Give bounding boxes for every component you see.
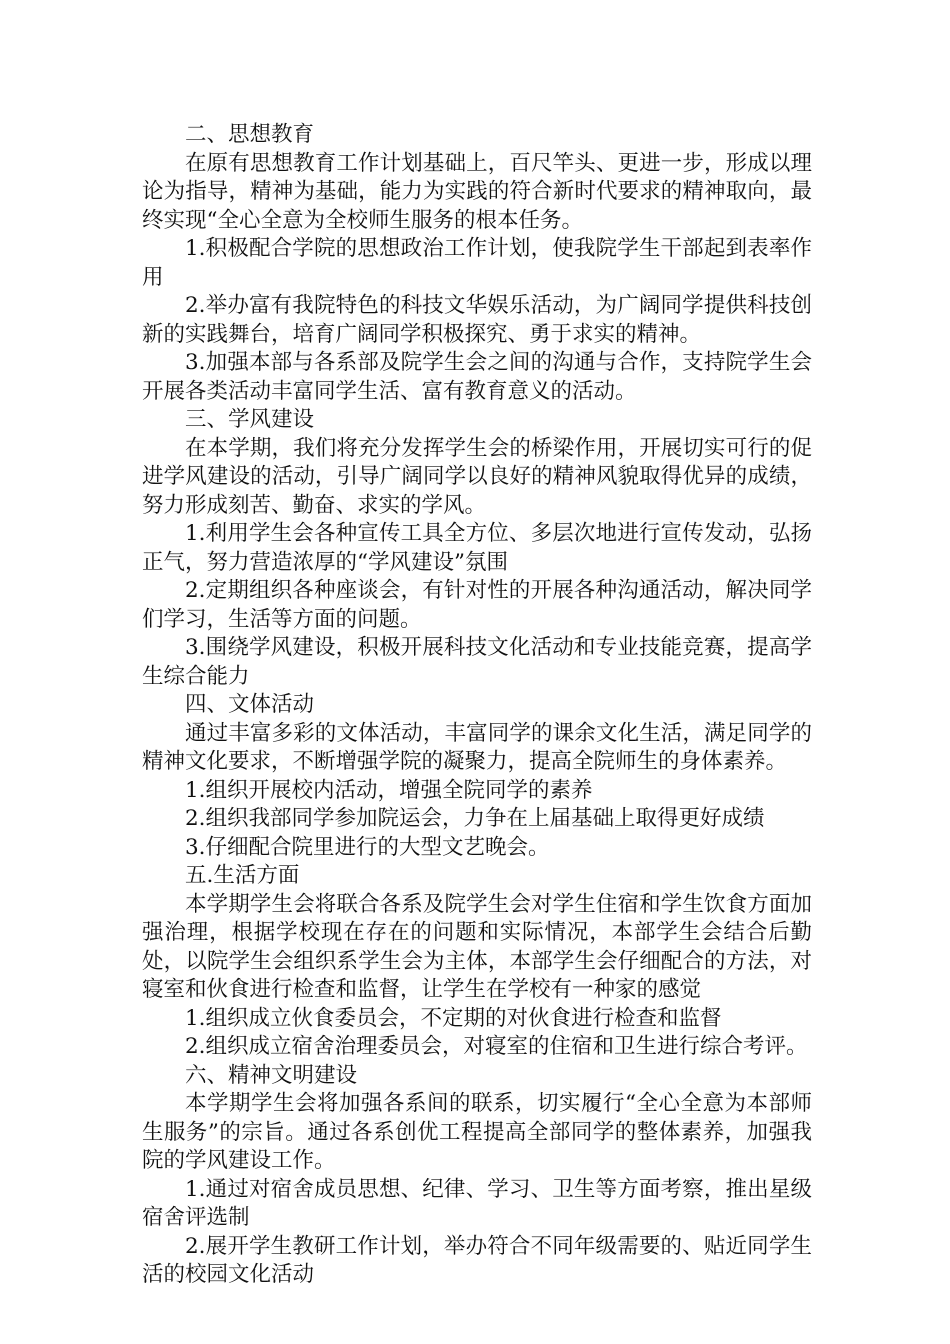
- list-item: 1.积极配合学院的思想政治工作计划，使我院学生干部起到表率作用: [142, 236, 812, 290]
- section-heading-spiritual-civilization: 六、精神文明建设: [185, 1062, 358, 1088]
- list-item: 1.通过对宿舍成员思想、纪律、学习、卫生等方面考察，推出星级宿舍评选制: [142, 1176, 812, 1230]
- section-heading-cultural-sports: 四、文体活动: [185, 692, 315, 717]
- list-item: 1.组织开展校内活动，增强全院同学的素养: [185, 777, 593, 803]
- paragraph: 在原有思想教育工作计划基础上，百尺竿头、更进一步，形成以理论为指导，精神为基础，能力为实践的符合新时代要求的精神取向，最终实现“全心全意为全校师生服务的根本任务。: [142, 150, 812, 233]
- list-item: 2.展开学生教研工作计划，举办符合不同年级需要的、贴近同学生活的校园文化活动: [142, 1233, 812, 1287]
- list-item: 3.加强本部与各系部及院学生会之间的沟通与合作，支持院学生会开展各类活动丰富同学生活、富有教育意义的活动。: [142, 350, 812, 404]
- list-item: 1.利用学生会各种宣传工具全方位、多层次地进行宣传发动，弘扬正气，努力营造浓厚的“学风建设”氛围: [142, 521, 812, 575]
- paragraph: 通过丰富多彩的文体活动，丰富同学的课余文化生活，满足同学的精神文化要求，不断增强学院的凝聚力，提高全院师生的身体素养。: [142, 720, 812, 774]
- list-item: 3.仔细配合院里进行的大型文艺晚会。: [185, 834, 550, 860]
- section-heading-living: 五.生活方面: [185, 863, 300, 888]
- list-item: 2.举办富有我院特色的科技文华娱乐活动，为广阔同学提供科技创新的实践舞台，培育广阔同学积极探究、勇于求实的精神。: [142, 293, 812, 347]
- list-item: 2.定期组织各种座谈会，有针对性的开展各种沟通活动，解决同学们学习，生活等方面的问题。: [142, 578, 812, 632]
- section-heading-study-style: 三、学风建设: [185, 407, 315, 432]
- paragraph: 本学期学生会将联合各系及院学生会对学生住宿和学生饮食方面加强治理，根据学校现在存在的问题和实际情况，本部学生会结合后勤处，以院学生会组织系学生会为主体，本部学生会仔细配合的方法，对寝室和伙食进行检查和监督，让学生在学校有一种家的感觉: [142, 891, 812, 1002]
- list-item: 2.组织成立宿舍治理委员会，对寝室的住宿和卫生进行综合考评。: [185, 1034, 808, 1059]
- list-item: 1.组织成立伙食委员会，不定期的对伙食进行检查和监督: [185, 1005, 722, 1031]
- list-item: 2.组织我部同学参加院运会，力争在上届基础上取得更好成绩: [185, 806, 765, 831]
- document-body: [142, 121, 812, 1290]
- paragraph: 在本学期，我们将充分发挥学生会的桥梁作用，开展切实可行的促进学风建设的活动，引导广阔同学以良好的精神风貌取得优异的成绩，努力形成刻苦、勤奋、求实的学风。: [142, 435, 812, 518]
- section-heading-ideological-education: 二、思想教育: [185, 122, 315, 147]
- list-item: 3.围绕学风建设，积极开展科技文化活动和专业技能竞赛，提高学生综合能力: [142, 635, 812, 689]
- paragraph: 本学期学生会将加强各系间的联系，切实履行“全心全意为本部师生服务”的宗旨。通过各系创优工程提高全部同学的整体素养，加强我院的学风建设工作。: [142, 1091, 812, 1173]
